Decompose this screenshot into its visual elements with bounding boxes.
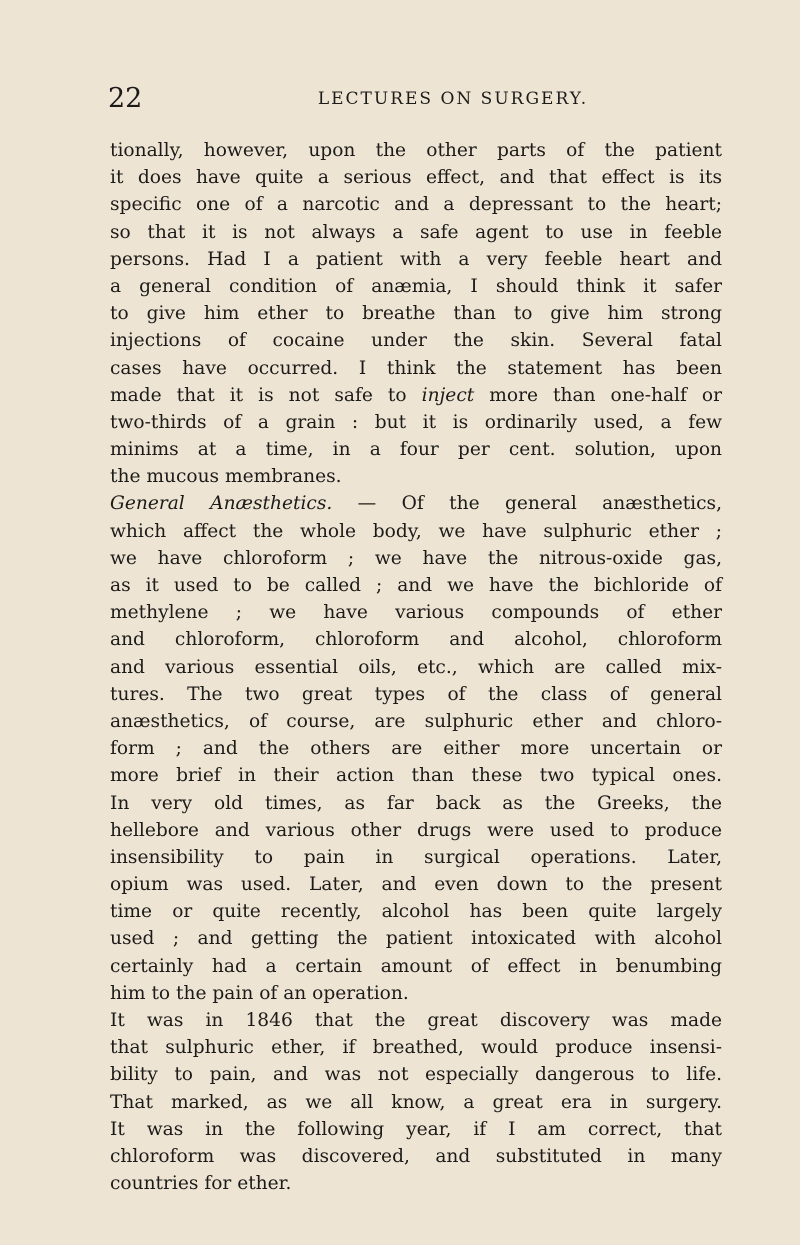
line-text: bility to pain, and was not especially dangerous to life. xyxy=(110,1064,722,1086)
text-line xyxy=(110,490,722,517)
text-line xyxy=(110,463,722,490)
line-text: used ; and getting the patient intoxicated with alcohol xyxy=(110,928,722,950)
text-line xyxy=(110,626,722,653)
line-text: persons. Had I a patient with a very feeble heart and xyxy=(110,248,722,270)
line-text: injections of cocaine under the skin. Several fatal xyxy=(110,330,722,352)
text-line xyxy=(110,1143,722,1170)
text-line xyxy=(110,327,722,354)
line-text: It was in the following year, if I am correct, that xyxy=(110,1118,722,1140)
line-text: which affect the whole body, we have sulphuric ether ; xyxy=(110,520,722,542)
text-line xyxy=(110,572,722,599)
text-line xyxy=(110,708,722,735)
text-line xyxy=(110,246,722,273)
text-line xyxy=(110,681,722,708)
text-line xyxy=(110,219,722,246)
line-text: him to the pain of an operation. xyxy=(110,982,409,1004)
text-line xyxy=(110,1007,722,1034)
text-line xyxy=(110,436,722,463)
text-line xyxy=(110,654,722,681)
line-text: that sulphuric ether, if breathed, would produce insensi- xyxy=(110,1037,722,1059)
line-text: we have chloroform ; we have the nitrous-oxide gas, xyxy=(110,547,722,569)
line-text: to give him ether to breathe than to give him strong xyxy=(110,303,722,325)
text-line xyxy=(110,382,722,409)
line-text: time or quite recently, alcohol has been quite largely xyxy=(110,901,722,923)
line-text: two-thirds of a grain : but it is ordinarily used, a few xyxy=(110,411,722,433)
text-line xyxy=(110,1089,722,1116)
text-line xyxy=(110,599,722,626)
line-text: as it used to be called ; and we have the bichloride of xyxy=(110,575,722,596)
line-text: — Of the general anæsthetics, xyxy=(332,493,722,515)
text-line xyxy=(110,273,722,300)
italic-text: General Anæsthetics. xyxy=(110,493,333,515)
text-line xyxy=(110,953,722,980)
text-line xyxy=(110,980,722,1007)
line-text: It was in 1846 that the great discovery was made xyxy=(110,1010,722,1031)
body-text xyxy=(110,137,722,1197)
line-text: tures. The two great types of the class of general xyxy=(110,683,722,705)
line-text: so that it is not always a safe agent to use in feeble xyxy=(110,221,722,243)
line-text: the mucous membranes. xyxy=(110,466,342,488)
line-text: made that it is not safe to xyxy=(110,384,422,406)
text-line xyxy=(110,300,722,327)
text-line xyxy=(110,164,722,191)
text-line xyxy=(110,1116,722,1143)
text-line xyxy=(110,844,722,871)
text-line xyxy=(110,1170,722,1197)
line-text: chloroform was discovered, and substituted in many xyxy=(110,1145,722,1167)
text-line xyxy=(110,1034,722,1061)
text-line xyxy=(110,409,722,436)
line-text: tionally, however, upon the other parts of the patient xyxy=(110,140,722,161)
text-line xyxy=(110,545,722,572)
line-text: certainly had a certain amount of effect in benumbing xyxy=(110,955,722,977)
text-line xyxy=(110,871,722,898)
running-head: LECTURES ON SURGERY. xyxy=(317,89,589,109)
text-line xyxy=(110,191,722,218)
page-header xyxy=(108,84,728,114)
line-text: hellebore and various other drugs were used to produce xyxy=(110,819,722,841)
line-text: anæsthetics, of course, are sulphuric ether and chloro- xyxy=(110,710,722,732)
italic-text: inject xyxy=(421,384,475,406)
text-line xyxy=(110,1061,722,1088)
line-text: specific one of a narcotic and a depressant to the heart; xyxy=(110,194,722,216)
line-text: opium was used. Later, and even down to the present xyxy=(110,874,722,896)
line-text: it does have quite a serious effect, and that effect is its xyxy=(110,167,722,189)
text-line xyxy=(110,790,722,817)
text-line xyxy=(110,137,722,164)
line-text: countries for ether. xyxy=(110,1173,292,1195)
text-line xyxy=(110,735,722,762)
text-line xyxy=(110,817,722,844)
text-line xyxy=(110,925,722,952)
line-text: methylene ; we have various compounds of ether xyxy=(110,602,722,624)
page-number: 22 xyxy=(108,83,143,114)
line-text: more brief in their action than these two typical ones. xyxy=(110,765,722,787)
text-line xyxy=(110,518,722,545)
line-text: and various essential oils, etc., which are called mix- xyxy=(110,656,722,678)
line-text: a general condition of anæmia, I should think it safer xyxy=(110,275,722,297)
line-text: minims at a time, in a four per cent. solution, upon xyxy=(110,439,722,461)
text-line xyxy=(110,762,722,789)
line-text: cases have occurred. I think the statement has been xyxy=(110,357,722,379)
line-text: more than one-half or xyxy=(474,384,723,406)
text-line xyxy=(110,898,722,925)
line-text: and chloroform, chloroform and alcohol, chloroform xyxy=(110,629,722,651)
line-text: That marked, as we all know, a great era in surgery. xyxy=(110,1091,722,1113)
line-text: In very old times, as far back as the Greeks, the xyxy=(110,792,722,814)
line-text: form ; and the others are either more uncertain or xyxy=(110,738,722,760)
text-line xyxy=(110,355,722,382)
line-text: insensibility to pain in surgical operations. Later, xyxy=(110,846,722,868)
